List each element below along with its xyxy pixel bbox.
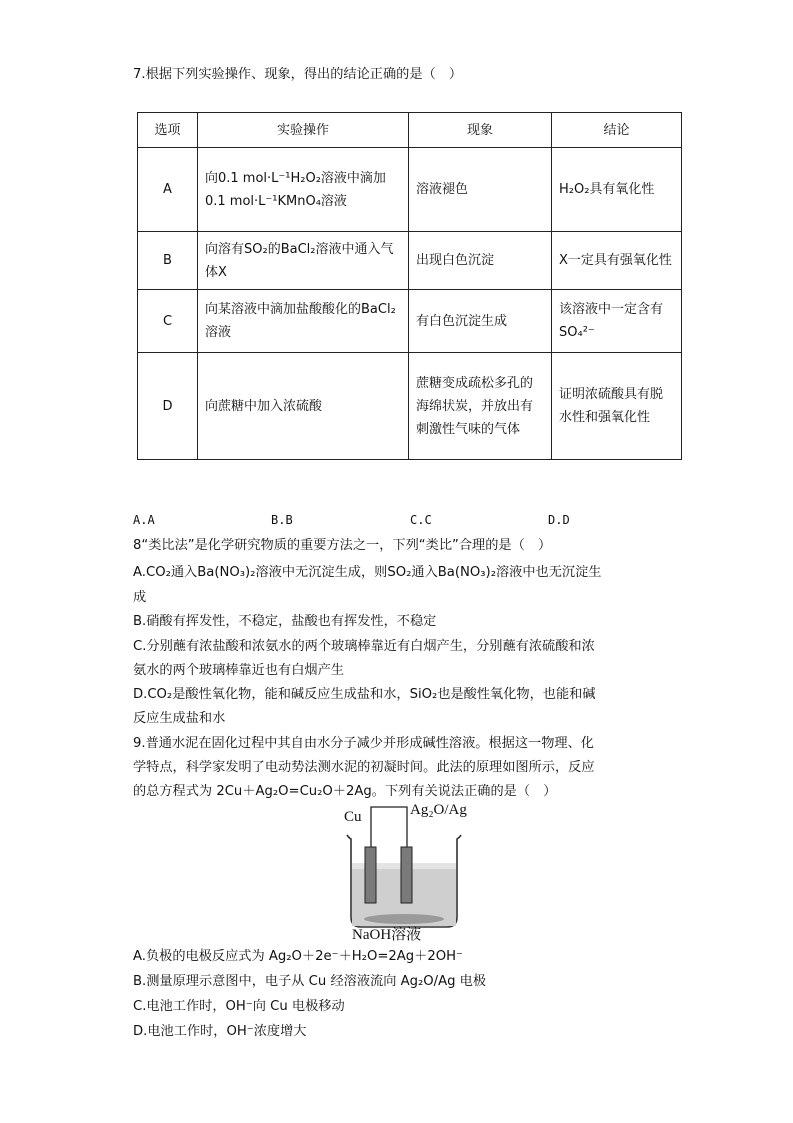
q8-option-d-cont: 反应生成盐和水: [133, 711, 226, 726]
ag2o-ag-label: Ag₂O/Ag: [410, 802, 467, 818]
q8-stem: 8“类比法”是化学研究物质的重要方法之一，下列“类比”合理的是（ ）: [133, 538, 552, 553]
q8-option-a-cont: 成: [133, 590, 147, 605]
q8-option-a: A.CO₂通入Ba(NO₃)₂溶液中无沉淀生成，则SO₂通入Ba(NO₃)₂溶液中也无沉淀生: [133, 565, 602, 580]
row-operation: 向某溶液中滴加盐酸酸化的BaCl₂溶液: [198, 290, 409, 353]
q9-stem-line2: 学特点，科学家发明了电动势法测水泥的初凝时间。此法的原理如图所示，反应: [133, 760, 595, 775]
electrochemical-cell-diagram: [343, 802, 483, 944]
beaker-diagram: [343, 805, 483, 940]
table-row: [138, 290, 682, 353]
header-operation: 实验操作: [198, 113, 409, 148]
row-phenomenon: 有白色沉淀生成: [409, 290, 552, 353]
row-operation: 向溶有SO₂的BaCl₂溶液中通入气体X: [198, 232, 409, 290]
row-phenomenon: 出现白色沉淀: [409, 232, 552, 290]
row-label: A: [138, 148, 198, 232]
q7-option-c: C.C: [410, 513, 432, 527]
q7-option-b: B.B: [271, 513, 293, 527]
q9-option-d: D.电池工作时，OH⁻浓度增大: [133, 1024, 307, 1039]
row-label: C: [138, 290, 198, 353]
header-option: 选项: [138, 113, 198, 148]
row-operation: 向0.1 mol·L⁻¹H₂O₂溶液中滴加0.1 mol·L⁻¹KMnO₄溶液: [198, 148, 409, 232]
header-conclusion: 结论: [552, 113, 682, 148]
q9-stem-line1: 9.普通水泥在固化过程中其自由水分子减少并形成碱性溶液。根据这一物理、化: [133, 736, 594, 751]
row-conclusion: H₂O₂具有氧化性: [552, 148, 682, 232]
row-label: B: [138, 232, 198, 290]
q9-option-b: B.测量原理示意图中，电子从 Cu 经溶液流向 Ag₂O/Ag 电极: [133, 974, 487, 989]
table-header-row: [138, 113, 682, 148]
row-label: D: [138, 353, 198, 460]
q8-option-c: C.分别蘸有浓盐酸和浓氨水的两个玻璃棒靠近有白烟产生，分别蘸有浓硫酸和浓: [133, 639, 595, 654]
ag2o-ag-electrode: [401, 847, 412, 903]
row-conclusion: 该溶液中一定含有SO₄²⁻: [552, 290, 682, 353]
q7-option-a: A.A: [133, 513, 155, 527]
q7-table: [137, 112, 682, 460]
q8-option-b: B.硝酸有挥发性，不稳定，盐酸也有挥发性，不稳定: [133, 614, 437, 629]
table-row: [138, 353, 682, 460]
cu-electrode: [365, 847, 376, 903]
table-row: [138, 232, 682, 290]
row-conclusion: X一定具有强氧化性: [552, 232, 682, 290]
header-phenomenon: 现象: [409, 113, 552, 148]
q9-option-c: C.电池工作时，OH⁻向 Cu 电极移动: [133, 999, 345, 1014]
row-operation: 向蔗糖中加入浓硫酸: [198, 353, 409, 460]
naoh-label: NaOH溶液: [352, 927, 422, 943]
row-phenomenon: 溶液褪色: [409, 148, 552, 232]
q7-stem: 7.根据下列实验操作、现象，得出的结论正确的是（ ）: [133, 67, 463, 82]
table-row: [138, 148, 682, 232]
q8-option-d: D.CO₂是酸性氧化物，能和碱反应生成盐和水，SiO₂也是酸性氧化物，也能和碱: [133, 687, 596, 702]
row-conclusion: 证明浓硫酸具有脱水性和强氧化性: [552, 353, 682, 460]
row-phenomenon: 蔗糖变成疏松多孔的海绵状炭，并放出有刺激性气味的气体: [409, 353, 552, 460]
q9-stem-line3: 的总方程式为 2Cu＋Ag₂O=Cu₂O＋2Ag。下列有关说法正确的是（ ）: [133, 784, 557, 799]
q8-option-c-cont: 氨水的两个玻璃棒靠近也有白烟产生: [133, 663, 344, 678]
cu-label: Cu: [344, 809, 362, 825]
q7-option-d: D.D: [548, 513, 570, 527]
q9-option-a: A.负极的电极反应式为 Ag₂O＋2e⁻＋H₂O=2Ag＋2OH⁻: [133, 949, 464, 964]
